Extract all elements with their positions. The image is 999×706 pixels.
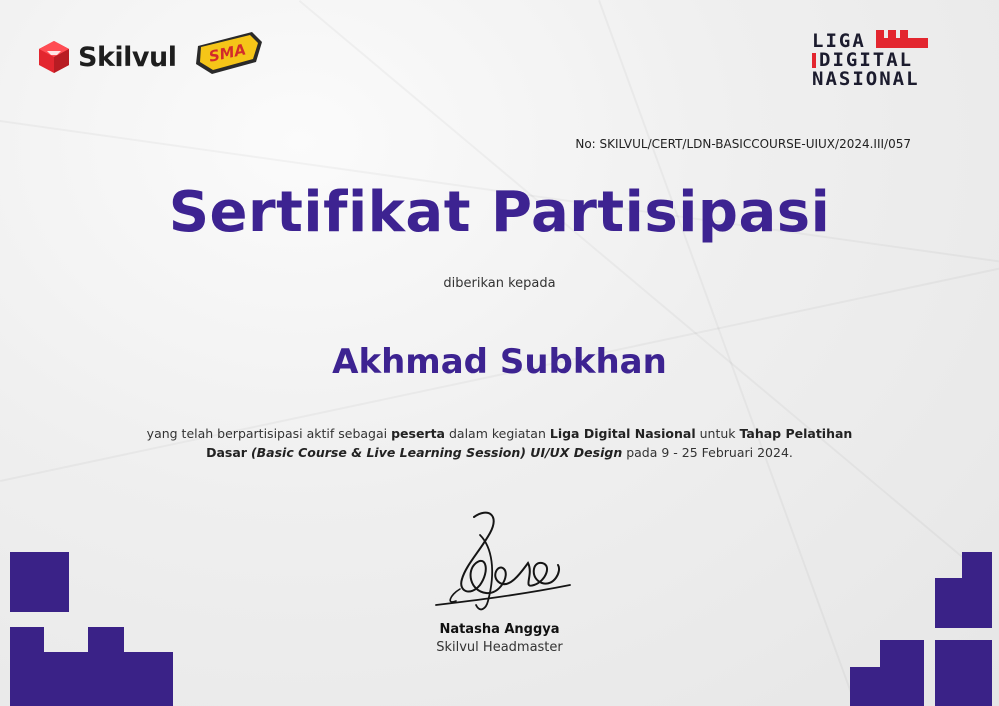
desc-event: Liga Digital Nasional bbox=[549, 426, 696, 441]
liga-logo-line2: DIGITAL bbox=[819, 49, 914, 71]
signature-scribble bbox=[430, 505, 580, 620]
desc-stage: Tahap Pelatihan Dasar bbox=[206, 426, 853, 460]
decor-block bbox=[10, 652, 173, 706]
liga-logo-line3: NASIONAL bbox=[812, 68, 920, 90]
sma-badge-text: SMA bbox=[207, 40, 248, 66]
certificate-title: Sertifikat Partisipasi bbox=[168, 180, 831, 245]
desc-text: yang telah berpartisipasi aktif sebagai bbox=[146, 426, 392, 441]
skilvul-logo bbox=[38, 40, 177, 74]
liga-logo-accent bbox=[876, 30, 884, 38]
certificate-number: No: SKILVUL/CERT/LDN-BASICCOURSE-UIUX/2024.III/057 bbox=[575, 137, 911, 151]
desc-course: (Basic Course & Live Learning Session) UI/UX Design bbox=[250, 445, 623, 460]
desc-text: dalam kegiatan bbox=[445, 426, 550, 441]
desc-role: peserta bbox=[391, 426, 445, 441]
desc-date: pada 9 - 25 Februari 2024. bbox=[622, 445, 793, 460]
desc-text: untuk bbox=[695, 426, 740, 441]
skilvul-wordmark: Skilvul bbox=[78, 41, 177, 73]
skilvul-cube-icon bbox=[38, 40, 70, 74]
liga-logo-accent bbox=[888, 30, 896, 38]
decor-block bbox=[850, 667, 924, 706]
decor-block bbox=[935, 640, 992, 706]
given-to-label: diberikan kepada bbox=[443, 276, 556, 291]
liga-logo-line1: LIGA bbox=[812, 30, 866, 52]
liga-digital-nasional-logo bbox=[812, 32, 920, 89]
sma-badge-icon bbox=[192, 28, 264, 78]
decor-block bbox=[10, 552, 69, 612]
signatory-role: Skilvul Headmaster bbox=[436, 640, 563, 655]
liga-logo-accent bbox=[900, 30, 908, 38]
liga-logo-accent bbox=[876, 38, 928, 48]
recipient-name: Akhmad Subkhan bbox=[332, 342, 667, 382]
liga-logo-bar bbox=[812, 53, 816, 68]
decor-block bbox=[935, 578, 992, 628]
certificate-description bbox=[145, 424, 854, 462]
decor-block bbox=[880, 640, 924, 667]
signatory-name: Natasha Anggya bbox=[439, 622, 560, 637]
decor-block bbox=[10, 627, 44, 652]
sma-logo bbox=[192, 28, 264, 82]
decor-block bbox=[88, 627, 124, 652]
